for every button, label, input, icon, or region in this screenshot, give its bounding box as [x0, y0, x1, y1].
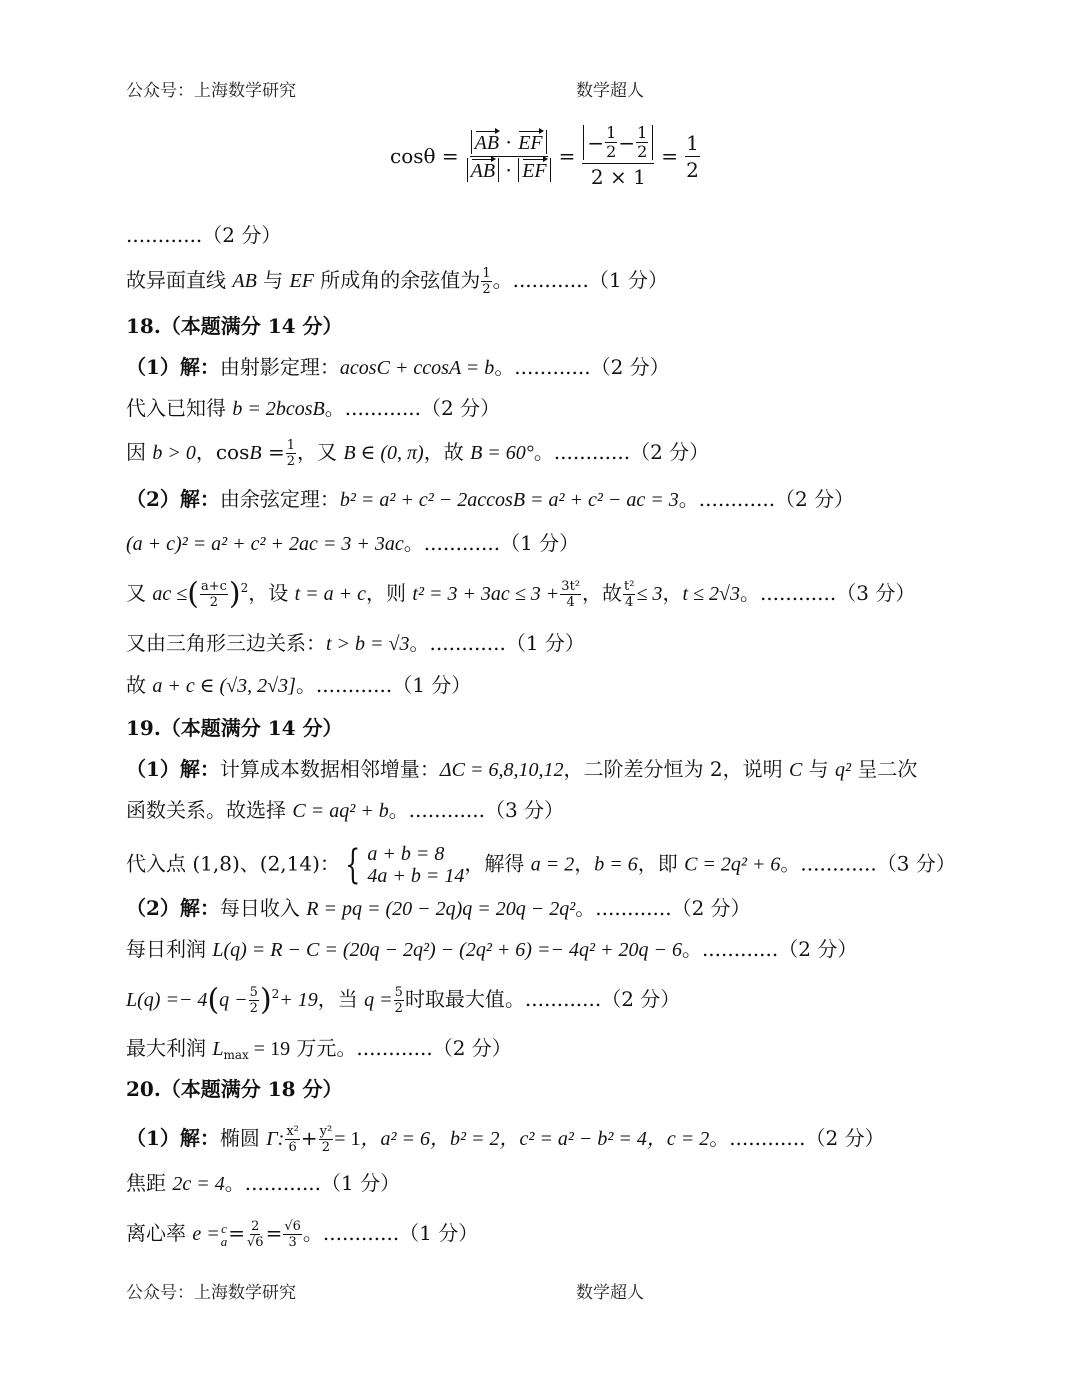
q19-l7-formula-b: = 19 — [248, 1038, 291, 1060]
q18-l6-score: 。............（3 分） — [739, 581, 916, 605]
q18-l7-pre: 又由三角形三边关系： — [126, 631, 326, 655]
q19-p2-formula: R = pq = (20 − 2q)q = 20q − 2q² — [306, 898, 576, 920]
q20-p1-label: （1）解： — [126, 1126, 220, 1150]
q19-l3-f: C = 2q² + 6 — [684, 853, 781, 876]
q19-l6-c: + 19 — [279, 989, 318, 1011]
q19-l3-b: a = 2 — [530, 853, 575, 876]
q19-p1-formula: ΔC = 6,8,10,12 — [439, 759, 564, 781]
q18-l6-frac2-d: 4 — [566, 595, 575, 610]
q19-l6-frac-d: 2 — [249, 1001, 258, 1016]
vec-ab-den: AB — [470, 159, 496, 182]
q18-l5-score: 。............（1 分） — [403, 531, 580, 555]
q20-l2-score: 。............（1 分） — [224, 1171, 401, 1195]
q20-p1-text: 椭圆 — [219, 1126, 267, 1150]
q20-fy-d: 2 — [321, 1140, 331, 1155]
q19-system: { a + b = 8 4a + b = 14 — [344, 842, 465, 888]
q19-l6-a: L(q) =− 4 — [126, 989, 208, 1011]
q20-p1-score: 。............（2 分） — [709, 1126, 885, 1150]
q18-l6-b: ac ≤ — [152, 583, 188, 605]
q20-l3-score: 。............（1 分） — [302, 1221, 479, 1245]
q20-fy-n: y² — [319, 1124, 333, 1139]
q18-l6-f: t² = 3 + 3ac ≤ 3 + — [412, 583, 560, 605]
q18-p1-formula: acosC + ccosA = b — [339, 357, 495, 379]
q20-line2 — [126, 1168, 400, 1199]
q18-line6: 又 ac ≤( $\frac{a+c}{2}$ )$^2$，设 t = a + c，则 t² = 3 + 3ac ≤ 3 + $\frac{\text{3t²}}{4}$ ，故 $\frac{\text{t²}}{4}$ ≤ 3，t ≤ 2√3。............（3 分） — [126, 576, 916, 612]
q19-l5-formula: L(q) = R − C = (20q − 2q²) − (2q² + 6) =− 4q² + 20q − 6 — [212, 939, 682, 961]
q18-l3-b: b > 0 — [152, 442, 196, 464]
half-b-n: 1 — [637, 123, 648, 142]
q19-l7-l: L — [212, 1038, 224, 1060]
q19-l6-b: q − — [219, 989, 248, 1011]
q18-l2-formula: b = 2bcosB — [232, 398, 325, 420]
q19-p1-text2: ，二阶差分恒为 2，说明 — [563, 757, 789, 781]
q18-l3-d: B — [249, 442, 262, 464]
q18-l3-a: 因 — [126, 440, 153, 464]
q18-l3-score: 。............（2 分） — [533, 440, 710, 464]
q18-l3-frac-n: 1 — [286, 438, 295, 453]
eq-2: = — [661, 144, 679, 168]
q19-l2-formula: C = aq² + b — [292, 800, 389, 822]
q20-l3-f1-d: a — [220, 1233, 228, 1249]
q20-fx-d: 6 — [288, 1140, 297, 1155]
q20-l3-pre: 离心率 — [126, 1221, 193, 1245]
concl-ab: AB — [232, 270, 257, 292]
q18-l5-formula: (a + c)² = a² + c² + 2ac = 3 + 3ac — [126, 533, 404, 555]
q20-fy — [319, 1125, 334, 1154]
q19-l6-frac — [249, 986, 259, 1015]
q18-p1-text: 由射影定理： — [219, 355, 340, 379]
q19-line6: L(q) =− 4(q − $\frac{5}{2}$ )$^2$+ 19，当 q = $\frac{5}{2}$ 时取最大值。............（2 分） — [126, 982, 681, 1018]
q18-p2-label: （2）解： — [126, 487, 220, 511]
vec-ef-den: EF — [522, 159, 547, 182]
paren-open-2: ( — [207, 982, 220, 1018]
cos-lhs: cosθ = — [390, 144, 459, 168]
q20-l3-f2-d: √6 — [247, 1235, 264, 1250]
q18-l3-g: B ∈ (0, π) — [343, 442, 424, 464]
s17-conclusion — [126, 265, 668, 296]
q19-l7-sub: max — [223, 1048, 249, 1062]
q19-l3-e: ，即 — [637, 851, 685, 876]
q18-l3-c: ，cos — [195, 440, 250, 464]
q19-l7-pre: 最大利润 — [126, 1036, 213, 1060]
q18-l6-g: ，故 — [582, 581, 623, 605]
q18-title: 18.（本题满分 14 分） — [126, 314, 343, 338]
q19-line2 — [126, 795, 564, 826]
q20-title: 20.（本题满分 18 分） — [126, 1077, 343, 1101]
q18-p1-score: 。............（2 分） — [494, 355, 670, 379]
q19-l6-d: ，当 — [317, 987, 365, 1011]
q18-l7-formula: t > b = √3 — [326, 633, 410, 655]
q19-p1-label: （1）解： — [126, 757, 220, 781]
q18-p2-text: 由余弦定理： — [219, 487, 340, 511]
q19-p1-text3: 与 — [802, 757, 836, 781]
q19-sys-row1: a + b = 8 — [367, 843, 445, 865]
paren-close: ) — [228, 576, 241, 612]
q18-l6-frac3 — [623, 580, 635, 609]
footer-left: 公众号：上海数学研究 — [126, 1283, 296, 1303]
s17-score-line: ............（2 分） — [126, 223, 282, 247]
q18-l3-e: = — [261, 440, 285, 464]
q20-line1 — [126, 1123, 885, 1154]
cos-frac-1 — [466, 129, 552, 182]
q19-l6-frac2-d: 2 — [394, 1001, 403, 1016]
q18-l2-pre: 代入已知得 — [126, 396, 233, 420]
mid-den: 2 × 1 — [590, 165, 646, 189]
cos-formula — [390, 125, 701, 187]
q19-l5-pre: 每日利润 — [126, 937, 213, 961]
q20-plus: + — [300, 1126, 318, 1150]
q18-line5 — [126, 528, 579, 559]
q18-l3-frac — [286, 439, 296, 468]
q18-l6-frac1-n: a+c — [200, 579, 227, 594]
header-left: 公众号：上海数学研究 — [126, 81, 296, 101]
q19-l3-d: b = 6 — [594, 853, 638, 876]
q20-l3-f3 — [283, 1220, 302, 1249]
q18-l6-frac2 — [560, 580, 581, 609]
q19-line3 — [126, 843, 956, 887]
q18-l8-score: 。............（1 分） — [295, 673, 472, 697]
half-a — [605, 125, 617, 160]
neg-sign: − — [587, 130, 605, 155]
q18-l6-d: t = a + c — [294, 583, 367, 605]
dot-op: · — [505, 129, 512, 154]
q18-l6-j: t ≤ 2√3 — [682, 583, 740, 605]
concl-pre: 故异面直线 — [126, 268, 233, 292]
q18-line7 — [126, 628, 585, 659]
q18-p2-formula: b² = a² + c² − 2accosB = a² + c² − ac = 3 — [339, 489, 679, 511]
vec-ef: EF — [518, 131, 543, 154]
q19-line4 — [126, 893, 751, 924]
header-right: 数学超人 — [576, 81, 644, 101]
q18-p2-score: 。............（2 分） — [678, 487, 855, 511]
q18-p1-label: （1）解： — [126, 355, 220, 379]
q18-l6-a: 又 — [126, 581, 153, 605]
q18-line3 — [126, 437, 709, 468]
footer-right: 数学超人 — [576, 1283, 644, 1303]
q20-line3 — [126, 1218, 478, 1249]
q18-line4 — [126, 484, 854, 515]
q20-l3-e: e = — [192, 1223, 220, 1245]
q18-line2 — [126, 393, 500, 424]
q19-line7 — [126, 1033, 512, 1064]
q18-l6-frac2-n: 3t² — [561, 579, 581, 594]
q20-l2-pre: 焦距 — [126, 1171, 173, 1195]
q19-l6-score: 。............（2 分） — [504, 987, 681, 1011]
q18-l3-i: B = 60° — [470, 442, 534, 464]
q20-l3-f1-n: c — [221, 1220, 227, 1236]
q19-l6-frac2-n: 5 — [394, 985, 403, 1000]
q20-l3-f2 — [246, 1220, 265, 1249]
q19-line5 — [126, 934, 857, 965]
concl-frac — [481, 267, 491, 296]
q18-l8-formula: a + c ∈ (√3, 2√3] — [152, 675, 296, 697]
q20-l3-eq2: = — [265, 1221, 283, 1245]
half-a-n: 1 — [606, 123, 617, 142]
concl-post: 所成角的余弦值为 — [313, 268, 481, 292]
q18-l6-h: ≤ 3 — [636, 583, 663, 605]
q20-p1-rest: ，a² = 6，b² = 2，c² = a² − b² = 4，c = 2 — [360, 1128, 710, 1150]
q19-p1-text: 计算成本数据相邻增量： — [219, 757, 440, 781]
q20-l3-f3-d: 3 — [288, 1235, 297, 1250]
eq-1: = — [558, 144, 576, 168]
q18-l6-e: ，则 — [366, 581, 413, 605]
q20-l2-formula: 2c = 4 — [172, 1173, 225, 1195]
half-a-d: 2 — [606, 142, 617, 161]
q19-p1-c: C — [788, 759, 803, 781]
q18-l6-frac3-n: t² — [624, 579, 635, 594]
q19-p1-text4: 呈二次 — [851, 757, 918, 781]
q20-eq: = 1 — [334, 1128, 361, 1150]
half-b — [636, 125, 648, 160]
q19-l6-frac-n: 5 — [249, 985, 258, 1000]
minus-sign: − — [618, 130, 636, 155]
q20-l3-eq1: = — [228, 1221, 245, 1245]
q19-l7-score: 。............（2 分） — [336, 1036, 512, 1060]
q18-l6-i: ， — [662, 581, 683, 605]
q19-l3-pre: 代入点 (1,8)、(2,14)： — [126, 851, 340, 876]
q18-l6-frac1-d: 2 — [209, 595, 219, 610]
q18-line1 — [126, 352, 670, 383]
cos-frac-2 — [582, 125, 654, 187]
q20-gamma: Γ: — [266, 1128, 285, 1150]
q20-fx — [285, 1125, 300, 1154]
q18-l6-frac3-d: 4 — [625, 595, 634, 610]
dot-op-den: · — [505, 157, 512, 182]
result-d: 2 — [686, 157, 699, 182]
concl-mid: 与 — [256, 268, 290, 292]
q19-l2-pre: 函数关系。故选择 — [126, 798, 293, 822]
q19-l7-post: 万元 — [290, 1036, 337, 1060]
q20-l3-f1 — [221, 1222, 228, 1248]
q19-l6-frac2 — [394, 986, 404, 1015]
q20-l3-f3-n: √6 — [284, 1219, 301, 1234]
q20-fx-n: x² — [286, 1124, 299, 1139]
concl-ef: EF — [289, 270, 314, 292]
q18-l3-h: ，故 — [423, 440, 471, 464]
result-n: 1 — [686, 130, 699, 155]
q19-sys-row2: 4a + b = 14 — [367, 865, 465, 887]
q19-l3-a: ，解得 — [464, 851, 531, 876]
q19-p2-score: 。............（2 分） — [575, 896, 751, 920]
half-b-d: 2 — [637, 142, 648, 161]
concl-frac-d: 2 — [482, 282, 491, 297]
q19-l6-f: 时取最大值 — [404, 987, 505, 1011]
concl-end: 。............（1 分） — [492, 268, 668, 292]
q18-l3-frac-d: 2 — [286, 454, 295, 469]
paren-open: ( — [187, 576, 199, 612]
q18-l8-pre: 故 — [126, 673, 153, 697]
q19-p2-text: 每日收入 — [219, 896, 307, 920]
q19-l2-score: 。............（3 分） — [388, 798, 565, 822]
q18-line8 — [126, 670, 471, 701]
cos-result — [685, 130, 700, 182]
q19-l6-e: q = — [364, 989, 393, 1011]
concl-frac-n: 1 — [482, 266, 491, 281]
vec-ab: AB — [474, 131, 500, 154]
q20-l3-f2-n: 2 — [251, 1219, 260, 1234]
q18-l6-c: ，设 — [248, 581, 295, 605]
q19-p1-q: q² — [835, 759, 852, 781]
q18-l6-frac1 — [200, 580, 228, 609]
q18-l2-score: 。............（2 分） — [324, 396, 501, 420]
q19-title: 19.（本题满分 14 分） — [126, 716, 343, 740]
q19-l3-c: ， — [574, 851, 595, 876]
q18-l3-f: ，又 — [297, 440, 344, 464]
q18-l7-score: 。............（1 分） — [409, 631, 585, 655]
q19-l5-score: 。............（2 分） — [681, 937, 858, 961]
q19-l3-score: 。............（3 分） — [780, 851, 956, 876]
q19-line1 — [126, 754, 917, 785]
q19-p2-label: （2）解： — [126, 896, 220, 920]
paren-close-2: ) — [259, 982, 272, 1018]
